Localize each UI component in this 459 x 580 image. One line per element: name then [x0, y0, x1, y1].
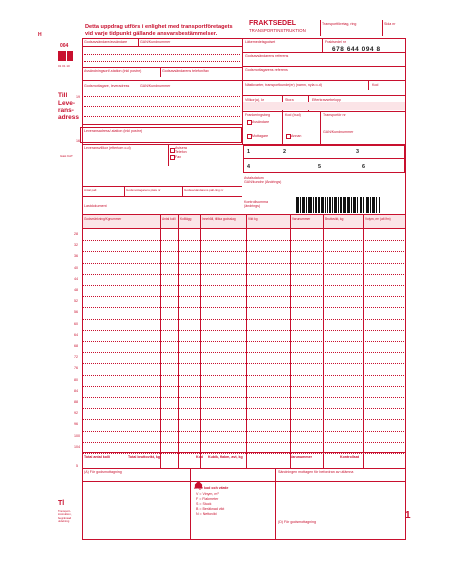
pallet-label: Antal pall	[84, 188, 97, 192]
table-row[interactable]	[82, 442, 406, 443]
pickup-label: Avsändningsort/-station (inkl postnr)	[84, 69, 142, 73]
table-header-6: Bruttovikt, kg	[325, 217, 344, 221]
barcode-bar	[376, 197, 377, 213]
left-receipt-label: (A) För godsmottagning	[84, 470, 122, 474]
row-16: 16	[76, 139, 80, 143]
barcode-bar	[373, 197, 374, 213]
row-number: 72	[74, 355, 78, 360]
row-number: 32	[74, 243, 78, 248]
table-col-line-0	[160, 214, 161, 468]
goods-code-item: B = Beräknad vikt	[196, 507, 225, 511]
table-header-5: Varunummer	[292, 217, 311, 221]
table-col-line-2	[200, 214, 201, 468]
fax-label: Fax	[175, 155, 181, 159]
row-number: 28	[74, 232, 78, 236]
num-3: 3	[356, 149, 359, 155]
row-number: 52	[74, 299, 78, 304]
barcode-bar	[341, 197, 342, 213]
barcode-bar	[335, 197, 336, 213]
table-row[interactable]	[82, 251, 406, 252]
table-col-line-6	[363, 214, 364, 468]
logo-mark	[58, 51, 66, 61]
barcode-bar	[343, 197, 345, 213]
row-number: 92	[74, 411, 78, 416]
insurance-label: Stora	[285, 98, 294, 102]
notify-label: Avisera	[175, 146, 187, 150]
num-4: 4	[247, 164, 250, 170]
sender-customer-no: GAN/Kundnummer	[140, 40, 171, 44]
form-letter-h: H	[38, 32, 42, 38]
footer-label-0: Total antal kolli	[84, 455, 110, 459]
numbers-box	[243, 145, 405, 173]
table-header-2: Kolliägg	[180, 217, 192, 221]
small-note: Gäst KAT	[60, 154, 73, 158]
delivery-label: Leveransadress/-station (inkl postnr)	[84, 129, 143, 133]
table-row[interactable]	[82, 431, 406, 432]
barcode-bar	[313, 197, 314, 213]
ref-label: Sida nr	[384, 22, 396, 26]
table-row[interactable]	[82, 285, 406, 286]
barcode-bar	[379, 197, 380, 213]
effective-label: Efterkravsebelopp	[312, 98, 341, 102]
goods-code-item: S = Stuck	[196, 502, 212, 506]
sender-pallet-label: Godsavsändarens pall-ring nr	[184, 188, 224, 192]
receiver-ref-label: Godsmottagarens referens	[245, 68, 288, 72]
barcode-bar	[323, 197, 324, 213]
sender-ref-label: Godsavsändarens referens	[245, 54, 289, 58]
table-header-4: Vikt kg	[248, 217, 258, 221]
footer-label-5: Kontrollsat	[340, 455, 359, 459]
table-col-line-1	[178, 214, 179, 468]
freight-label: Frankeringsbeg	[245, 113, 270, 117]
deliver-label: Mottagare	[252, 134, 269, 138]
row-number: 80	[74, 377, 78, 382]
table-row[interactable]	[82, 319, 406, 320]
receiver-label: Godsmottagare, leveradress	[84, 84, 130, 88]
row-number: 76	[74, 366, 78, 371]
num-5: 5	[318, 164, 321, 170]
barcode-bar	[297, 197, 298, 213]
footer-label-2: Kod	[196, 455, 203, 459]
barcode-bar	[325, 197, 326, 213]
barcode-bar	[361, 197, 362, 213]
barcode-bar	[310, 197, 311, 213]
table-header-0: Godsmärkning/Kgnummer	[84, 217, 122, 221]
control-sum-label: Kontrollsumma (ändrings)	[244, 200, 268, 208]
payment-label: Villkor(a), kr	[245, 98, 265, 102]
table-row[interactable]	[82, 240, 406, 241]
row-5-label: 5	[76, 464, 78, 468]
options-label: GAN/Kundnummer	[323, 130, 354, 134]
row-number: 64	[74, 332, 78, 337]
footer-label-4: Varunummer	[290, 455, 312, 459]
table-header-3: Innehåll, tillika godsslag	[202, 217, 236, 221]
num-1: 1	[247, 149, 250, 155]
table-row[interactable]	[82, 352, 406, 353]
form-code: 004	[60, 43, 69, 49]
rans-label: rans-	[58, 107, 74, 114]
form-title: FRAKTSEDEL	[249, 20, 297, 27]
sender-label: Godsavsändare/avsändare	[84, 40, 128, 44]
notice-line-1: Detta uppdrag utförs i enlighet med transportföretagets	[85, 24, 233, 30]
right-receipt-label: Sändningen mottagen för befordran av utlämna	[278, 470, 354, 474]
table-header-1: Antal kolli	[162, 217, 176, 221]
barcode-bar	[357, 197, 358, 213]
loading-doc-label: Lastdokument	[84, 204, 107, 208]
row-number: 100	[74, 433, 80, 438]
table-col-line-3	[246, 214, 247, 468]
table-row[interactable]	[82, 419, 406, 420]
receiver-place-label: Godsmottagarens plats nr	[126, 188, 161, 192]
goods-code-item: F = Flakmeter	[196, 497, 219, 501]
page-number: 1	[405, 510, 411, 521]
row-number: 40	[74, 265, 78, 270]
other-label: Annan	[291, 134, 302, 138]
num-2: 2	[283, 149, 286, 155]
goods-code-item: N = Nettovikt	[196, 512, 217, 516]
barcode-bar	[316, 197, 317, 213]
waybill-label: Läkemedelsgodset	[245, 40, 276, 44]
tl-note: Transport- instruktion, begränsad utdelning	[58, 509, 72, 524]
barcode-bar	[306, 197, 307, 213]
table-row[interactable]	[82, 263, 406, 264]
barcode-bar	[303, 197, 305, 213]
tl-label: Tl	[58, 500, 65, 507]
barcode-bar	[348, 197, 349, 213]
table-row[interactable]	[82, 408, 406, 409]
logo-mark-2	[67, 51, 73, 61]
waybill-no-label: Fraktsedel nr	[325, 40, 346, 44]
form-year: 01 01 10	[58, 64, 70, 68]
row-number: 96	[74, 422, 78, 427]
row-number: 84	[74, 388, 78, 393]
carrier2-label: Kod (bud)	[285, 113, 301, 117]
barcode-bar	[300, 197, 301, 213]
row-number: 68	[74, 344, 78, 348]
table-row[interactable]	[82, 341, 406, 342]
pickup-addr-label: Godsavsändarens telefon/fax	[162, 69, 209, 73]
row-number: 56	[74, 310, 78, 315]
till-label: Till	[58, 92, 68, 99]
table-header-band	[83, 215, 405, 228]
goods-code-item: V = Vinym, m³	[196, 492, 219, 496]
waybill-number: 678 644 094 8	[332, 46, 381, 53]
receiver-customer-no: GAN/Kundnummer	[140, 84, 171, 88]
row-number: 104	[74, 444, 80, 449]
footer-label-1: Total bruttovikt, kg	[128, 455, 161, 459]
leverans-label: Leve-	[58, 100, 75, 107]
barcode	[296, 197, 404, 213]
barcode-bar	[338, 197, 339, 213]
table-row[interactable]	[82, 453, 406, 454]
footer-label-3: Kubik, flakm, avt, kg	[208, 455, 243, 459]
goods-code-label: Ange kod och värde	[194, 486, 229, 490]
row-number: 36	[74, 254, 78, 259]
table-col-line-5	[323, 214, 324, 468]
table-row[interactable]	[82, 375, 406, 376]
barcode-bar	[363, 197, 364, 213]
form-subtitle: TRANSPORTINSTRUKTION	[249, 28, 306, 33]
row-19: 19	[76, 95, 80, 99]
barcode-bar	[354, 197, 356, 213]
row-number: 60	[74, 321, 78, 326]
notice-line-2: vid varje tidpunkt gällande ansvarsbestämmelser.	[85, 31, 218, 37]
barcode-bar	[367, 197, 369, 213]
delivery-terms-label: Leveransvillkor (eftertom o-d)	[84, 146, 131, 150]
table-row[interactable]	[82, 397, 406, 398]
num-6: 6	[362, 164, 365, 170]
pink-band	[243, 102, 405, 110]
right-receipt-label-2: (D) För godsmottagning	[278, 520, 316, 524]
table-row[interactable]	[82, 330, 406, 331]
barcode-bar	[329, 197, 331, 213]
table-row[interactable]	[82, 274, 406, 275]
carrier-label: Nästkvarter, transportkunde(er) (namn, nyla o-d)	[245, 83, 322, 87]
table-row[interactable]	[82, 363, 406, 364]
barcode-bar	[318, 197, 320, 213]
transporter-label: Transportör nr	[323, 113, 346, 117]
bottom-frame	[82, 482, 406, 540]
barcode-bar	[351, 197, 352, 213]
row-number: 44	[74, 276, 78, 281]
handling-label: Avtalsdatum GAN/kundnr (Ändrings)	[244, 176, 282, 184]
paid-label: Avsändare	[252, 120, 270, 124]
table-header-7: Volym, m³ (alt lfm)	[365, 217, 391, 221]
table-row[interactable]	[82, 296, 406, 297]
table-row[interactable]	[82, 386, 406, 387]
row-number: 88	[74, 400, 78, 404]
code-label: Kod	[372, 83, 379, 87]
table-col-line-4	[290, 214, 291, 468]
adress-label: adress	[58, 114, 79, 121]
barcode-bar	[370, 197, 371, 213]
row-number: 48	[74, 288, 78, 292]
barcode-bar	[332, 197, 333, 213]
phone-label: Telefon	[175, 150, 187, 154]
date-label: Transportföretag, ring	[322, 22, 357, 26]
table-row[interactable]	[82, 307, 406, 308]
